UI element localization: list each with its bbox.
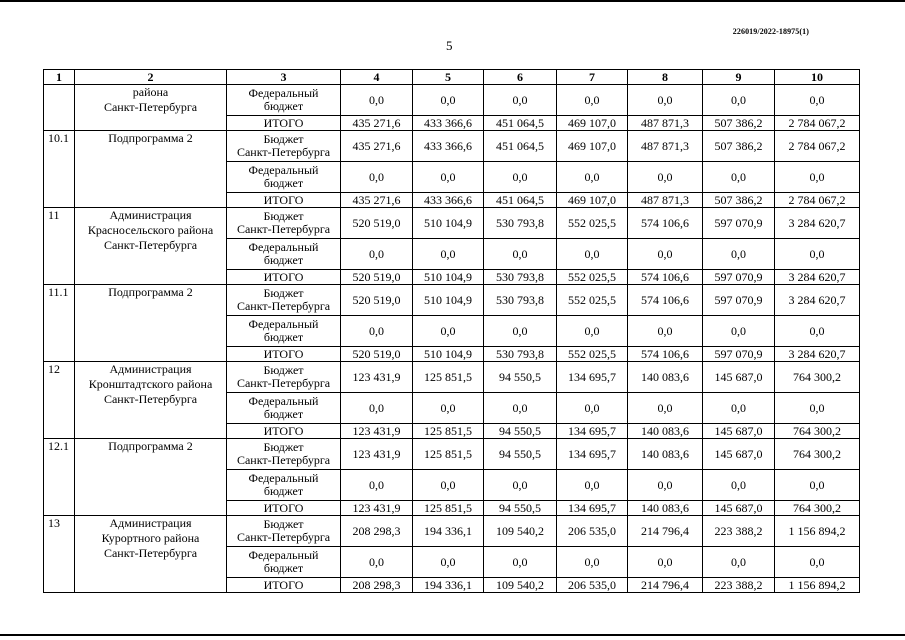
value-cell: 123 431,9 [341, 424, 413, 439]
value-cell: 0,0 [341, 470, 413, 501]
funding-source-line: бюджет [263, 484, 304, 498]
executor-name-line: Подпрограмма 2 [108, 285, 193, 299]
value-cell: 140 083,6 [628, 362, 703, 393]
table-row [44, 85, 860, 116]
executor-name-line: Подпрограмма 2 [108, 439, 193, 453]
table-row [44, 285, 860, 316]
column-header-9: 9 [703, 70, 775, 85]
funding-source [227, 470, 341, 501]
executor-name-line: Санкт-Петербурга [103, 546, 198, 560]
value-cell: 469 107,0 [557, 131, 628, 162]
executor-name-line: Санкт-Петербурга [103, 100, 198, 114]
value-cell: 507 386,2 [703, 131, 775, 162]
value-cell: 194 336,1 [413, 516, 484, 547]
value-cell: 0,0 [341, 393, 413, 424]
funding-source-line: бюджет [263, 330, 304, 344]
funding-source: ИТОГО [227, 501, 341, 516]
value-cell: 510 104,9 [413, 285, 484, 316]
budget-table [43, 69, 860, 593]
value-cell: 469 107,0 [557, 193, 628, 208]
value-cell: 0,0 [557, 162, 628, 193]
value-cell: 145 687,0 [703, 439, 775, 470]
value-cell: 0,0 [484, 316, 557, 347]
table-row [44, 439, 860, 470]
value-cell: 206 535,0 [557, 516, 628, 547]
row-number: 12.1 [44, 439, 75, 516]
funding-source-line: Федеральный [248, 86, 319, 100]
funding-source-line: Бюджет [263, 132, 304, 146]
value-cell: 507 386,2 [703, 193, 775, 208]
funding-source-line: Бюджет [263, 440, 304, 454]
value-cell: 574 106,6 [628, 270, 703, 285]
value-cell: 140 083,6 [628, 424, 703, 439]
funding-source-line: Федеральный [248, 240, 319, 254]
value-cell: 510 104,9 [413, 208, 484, 239]
executor-name [75, 362, 227, 439]
value-cell: 451 064,5 [484, 116, 557, 131]
value-cell: 0,0 [341, 162, 413, 193]
value-cell: 214 796,4 [628, 578, 703, 593]
column-header-4: 4 [341, 70, 413, 85]
value-cell: 0,0 [484, 393, 557, 424]
funding-source [227, 162, 341, 193]
value-cell: 520 519,0 [341, 347, 413, 362]
funding-source [227, 362, 341, 393]
value-cell: 214 796,4 [628, 516, 703, 547]
value-cell: 134 695,7 [557, 439, 628, 470]
value-cell: 451 064,5 [484, 193, 557, 208]
bottom-border-line [0, 634, 905, 636]
funding-source-line: Федеральный [248, 471, 319, 485]
funding-source [227, 208, 341, 239]
value-cell: 0,0 [557, 85, 628, 116]
value-cell: 0,0 [413, 316, 484, 347]
value-cell: 574 106,6 [628, 208, 703, 239]
value-cell: 1 156 894,2 [775, 516, 860, 547]
row-number: 12 [44, 362, 75, 439]
funding-source-line: Федеральный [248, 317, 319, 331]
value-cell: 125 851,5 [413, 362, 484, 393]
value-cell: 507 386,2 [703, 116, 775, 131]
funding-source: ИТОГО [227, 347, 341, 362]
value-cell: 435 271,6 [341, 193, 413, 208]
value-cell: 0,0 [341, 316, 413, 347]
value-cell: 0,0 [557, 393, 628, 424]
value-cell: 94 550,5 [484, 362, 557, 393]
value-cell: 134 695,7 [557, 424, 628, 439]
executor-name-line: Администрация [109, 208, 192, 222]
document-number: 226019/2022-18975(1) [732, 27, 809, 36]
table-row [44, 208, 860, 239]
row-number [44, 85, 75, 131]
executor-name-line: района [132, 85, 169, 99]
value-cell: 125 851,5 [413, 501, 484, 516]
value-cell: 223 388,2 [703, 516, 775, 547]
funding-source-line: Бюджет [263, 517, 304, 531]
funding-source [227, 516, 341, 547]
executor-name-line: Администрация [109, 362, 192, 376]
value-cell: 145 687,0 [703, 501, 775, 516]
executor-name [75, 439, 227, 516]
value-cell: 552 025,5 [557, 208, 628, 239]
header-row [44, 70, 860, 85]
funding-source-line: Бюджет [263, 209, 304, 223]
value-cell: 125 851,5 [413, 424, 484, 439]
value-cell: 140 083,6 [628, 439, 703, 470]
value-cell: 435 271,6 [341, 131, 413, 162]
value-cell: 1 156 894,2 [775, 578, 860, 593]
funding-source-line: Федеральный [248, 394, 319, 408]
funding-source: ИТОГО [227, 193, 341, 208]
value-cell: 134 695,7 [557, 501, 628, 516]
value-cell: 597 070,9 [703, 208, 775, 239]
funding-source-line: Санкт-Петербурга [236, 145, 331, 159]
value-cell: 552 025,5 [557, 285, 628, 316]
funding-source-line: Санкт-Петербурга [236, 453, 331, 467]
value-cell: 0,0 [628, 162, 703, 193]
value-cell: 0,0 [775, 239, 860, 270]
funding-source-line: бюджет [263, 99, 304, 113]
value-cell: 0,0 [413, 547, 484, 578]
value-cell: 435 271,6 [341, 116, 413, 131]
column-header-8: 8 [628, 70, 703, 85]
value-cell: 0,0 [341, 239, 413, 270]
row-number: 11 [44, 208, 75, 285]
value-cell: 597 070,9 [703, 285, 775, 316]
value-cell: 0,0 [413, 162, 484, 193]
value-cell: 530 793,8 [484, 208, 557, 239]
table-row [44, 516, 860, 547]
value-cell: 123 431,9 [341, 439, 413, 470]
value-cell: 3 284 620,7 [775, 270, 860, 285]
value-cell: 0,0 [703, 393, 775, 424]
funding-source: ИТОГО [227, 116, 341, 131]
value-cell: 530 793,8 [484, 285, 557, 316]
value-cell: 109 540,2 [484, 578, 557, 593]
value-cell: 0,0 [775, 547, 860, 578]
value-cell: 487 871,3 [628, 131, 703, 162]
value-cell: 0,0 [557, 547, 628, 578]
table-body [44, 85, 860, 593]
value-cell: 433 366,6 [413, 116, 484, 131]
funding-source [227, 393, 341, 424]
value-cell: 2 784 067,2 [775, 193, 860, 208]
value-cell: 0,0 [775, 85, 860, 116]
value-cell: 0,0 [557, 316, 628, 347]
column-header-2: 2 [75, 70, 227, 85]
executor-name-line: Красносельского района [87, 223, 214, 237]
value-cell: 134 695,7 [557, 362, 628, 393]
value-cell: 0,0 [413, 239, 484, 270]
value-cell: 0,0 [484, 547, 557, 578]
row-number: 11.1 [44, 285, 75, 362]
value-cell: 0,0 [775, 393, 860, 424]
executor-name-line: Кронштадтского района [88, 377, 213, 391]
column-header-5: 5 [413, 70, 484, 85]
value-cell: 0,0 [703, 239, 775, 270]
value-cell: 94 550,5 [484, 439, 557, 470]
value-cell: 764 300,2 [775, 439, 860, 470]
funding-source-line: Бюджет [263, 363, 304, 377]
funding-source [227, 285, 341, 316]
page-number: 5 [446, 38, 453, 53]
funding-source [227, 439, 341, 470]
funding-source-line: Санкт-Петербурга [236, 376, 331, 390]
table-row [44, 362, 860, 393]
value-cell: 0,0 [775, 470, 860, 501]
funding-source [227, 547, 341, 578]
funding-source-line: бюджет [263, 253, 304, 267]
funding-source-line: Бюджет [263, 286, 304, 300]
funding-source [227, 239, 341, 270]
value-cell: 552 025,5 [557, 270, 628, 285]
value-cell: 520 519,0 [341, 208, 413, 239]
value-cell: 469 107,0 [557, 116, 628, 131]
executor-name [75, 285, 227, 362]
value-cell: 125 851,5 [413, 439, 484, 470]
value-cell: 433 366,6 [413, 131, 484, 162]
column-header-6: 6 [484, 70, 557, 85]
funding-source-line: Санкт-Петербурга [236, 299, 331, 313]
value-cell: 0,0 [557, 239, 628, 270]
value-cell: 764 300,2 [775, 424, 860, 439]
value-cell: 0,0 [413, 393, 484, 424]
value-cell: 764 300,2 [775, 362, 860, 393]
value-cell: 0,0 [628, 547, 703, 578]
row-number: 10.1 [44, 131, 75, 208]
value-cell: 0,0 [628, 393, 703, 424]
value-cell: 0,0 [628, 239, 703, 270]
funding-source-line: Федеральный [248, 163, 319, 177]
value-cell: 597 070,9 [703, 270, 775, 285]
funding-source-line: бюджет [263, 407, 304, 421]
value-cell: 145 687,0 [703, 362, 775, 393]
funding-source [227, 85, 341, 116]
executor-name [75, 131, 227, 208]
value-cell: 0,0 [703, 547, 775, 578]
value-cell: 3 284 620,7 [775, 285, 860, 316]
value-cell: 3 284 620,7 [775, 208, 860, 239]
column-header-1: 1 [44, 70, 75, 85]
value-cell: 520 519,0 [341, 270, 413, 285]
top-border-line [0, 0, 905, 2]
funding-source: ИТОГО [227, 578, 341, 593]
value-cell: 0,0 [628, 85, 703, 116]
executor-name-line: Санкт-Петербурга [103, 392, 198, 406]
value-cell: 223 388,2 [703, 578, 775, 593]
value-cell: 597 070,9 [703, 347, 775, 362]
value-cell: 574 106,6 [628, 347, 703, 362]
value-cell: 0,0 [703, 85, 775, 116]
value-cell: 194 336,1 [413, 578, 484, 593]
value-cell: 530 793,8 [484, 347, 557, 362]
value-cell: 0,0 [628, 470, 703, 501]
value-cell: 520 519,0 [341, 285, 413, 316]
value-cell: 94 550,5 [484, 424, 557, 439]
value-cell: 0,0 [341, 85, 413, 116]
executor-name-line: Подпрограмма 2 [108, 131, 193, 145]
table-row [44, 131, 860, 162]
value-cell: 109 540,2 [484, 516, 557, 547]
row-number: 13 [44, 516, 75, 593]
value-cell: 0,0 [703, 316, 775, 347]
value-cell: 208 298,3 [341, 516, 413, 547]
value-cell: 2 784 067,2 [775, 131, 860, 162]
value-cell: 0,0 [484, 162, 557, 193]
executor-name-line: Санкт-Петербурга [103, 238, 198, 252]
value-cell: 0,0 [775, 162, 860, 193]
value-cell: 0,0 [557, 470, 628, 501]
funding-source: ИТОГО [227, 270, 341, 285]
funding-source-line: бюджет [263, 176, 304, 190]
value-cell: 530 793,8 [484, 270, 557, 285]
executor-name [75, 85, 227, 131]
value-cell: 123 431,9 [341, 362, 413, 393]
value-cell: 0,0 [703, 470, 775, 501]
funding-source-line: Санкт-Петербурга [236, 530, 331, 544]
executor-name [75, 208, 227, 285]
value-cell: 208 298,3 [341, 578, 413, 593]
funding-source-line: Санкт-Петербурга [236, 222, 331, 236]
value-cell: 0,0 [413, 85, 484, 116]
value-cell: 0,0 [341, 547, 413, 578]
value-cell: 0,0 [484, 470, 557, 501]
value-cell: 145 687,0 [703, 424, 775, 439]
value-cell: 3 284 620,7 [775, 347, 860, 362]
executor-name [75, 516, 227, 593]
value-cell: 206 535,0 [557, 578, 628, 593]
funding-source-line: Федеральный [248, 548, 319, 562]
value-cell: 487 871,3 [628, 116, 703, 131]
funding-source: ИТОГО [227, 424, 341, 439]
value-cell: 574 106,6 [628, 285, 703, 316]
column-header-7: 7 [557, 70, 628, 85]
value-cell: 2 784 067,2 [775, 116, 860, 131]
executor-name-line: Курортного района [101, 531, 200, 545]
executor-name-line: Администрация [109, 516, 192, 530]
value-cell: 451 064,5 [484, 131, 557, 162]
value-cell: 510 104,9 [413, 347, 484, 362]
column-header-3: 3 [227, 70, 341, 85]
value-cell: 140 083,6 [628, 501, 703, 516]
value-cell: 487 871,3 [628, 193, 703, 208]
value-cell: 0,0 [703, 162, 775, 193]
value-cell: 0,0 [775, 316, 860, 347]
value-cell: 0,0 [484, 85, 557, 116]
value-cell: 0,0 [628, 316, 703, 347]
value-cell: 433 366,6 [413, 193, 484, 208]
value-cell: 123 431,9 [341, 501, 413, 516]
value-cell: 552 025,5 [557, 347, 628, 362]
value-cell: 764 300,2 [775, 501, 860, 516]
value-cell: 510 104,9 [413, 270, 484, 285]
value-cell: 0,0 [484, 239, 557, 270]
funding-source [227, 131, 341, 162]
value-cell: 94 550,5 [484, 501, 557, 516]
funding-source [227, 316, 341, 347]
value-cell: 0,0 [413, 470, 484, 501]
funding-source-line: бюджет [263, 561, 304, 575]
column-header-10: 10 [775, 70, 860, 85]
